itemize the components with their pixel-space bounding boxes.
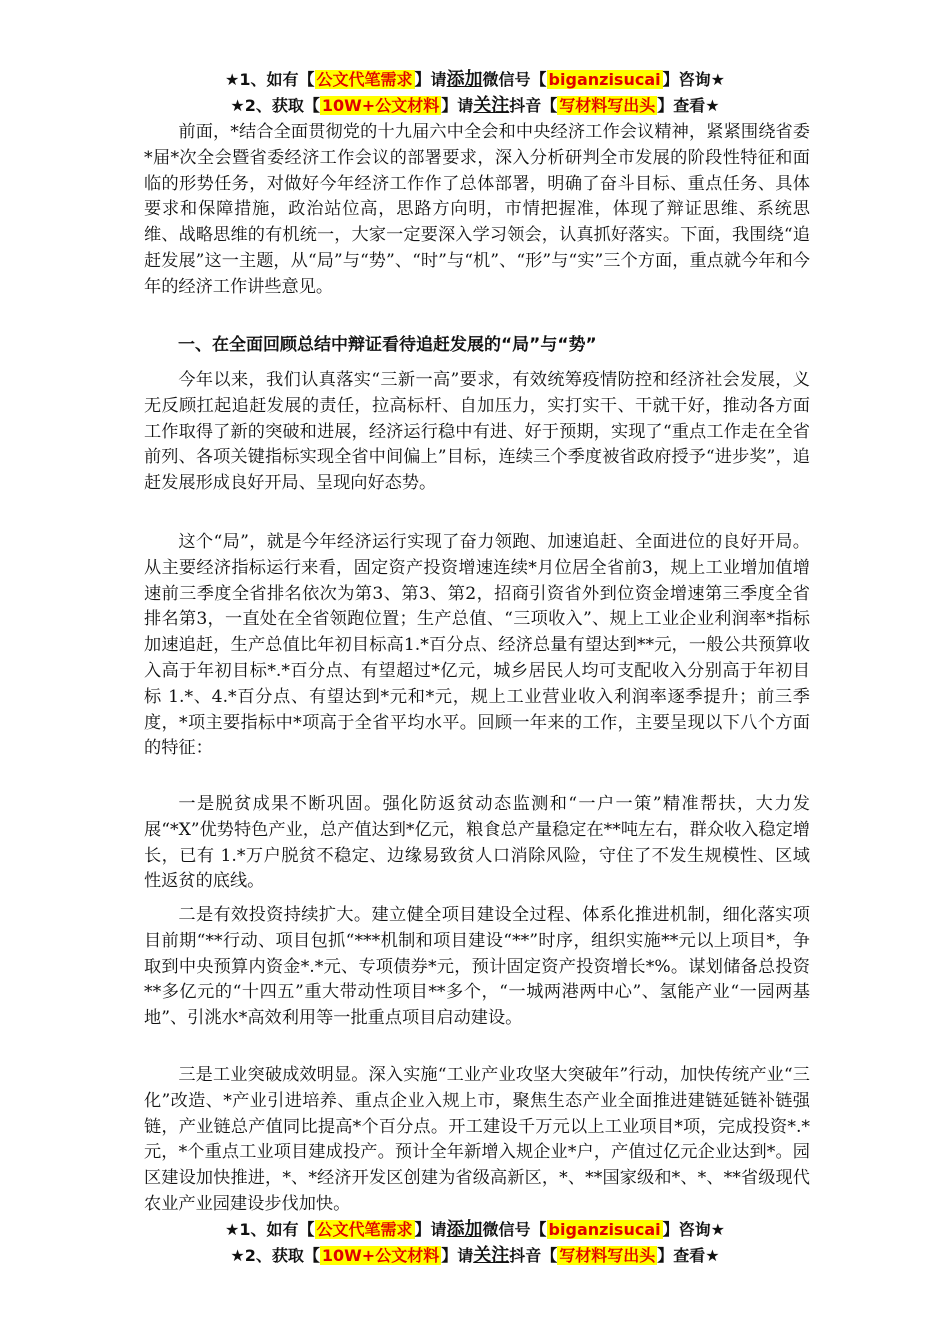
banner-text: 】查看★	[657, 96, 720, 115]
banner-text: 】请	[414, 1220, 447, 1239]
underline-add: 添加	[446, 69, 483, 90]
promo-banner-line-2-bottom	[0, 1244, 950, 1268]
paragraph-overview: 今年以来，我们认真落实“三新一高”要求，有效统筹疫情防控和经济社会发展，义无反顾扛起追赶发展的责任，拉高标杆、自加压力，实打实干、干就干好，推动各方面工作取得了新的突破和进展，经济运行稳中有进、好于预期，实现了“重点工作走在全省前列、各项关键指标实现全省中间偏上”目标，连续三个季度被省政府授予“进步奖”，追赶发展形成良好开局、呈现向好态势。	[144, 370, 810, 494]
highlight-wechat-id: biganzisucai	[548, 70, 661, 89]
banner-text: 】请	[441, 96, 474, 115]
highlight-service: 公文代笔需求	[316, 1220, 413, 1239]
banner-text: 微信号【	[482, 1220, 547, 1239]
banner-text: ★1、如有【	[225, 1220, 315, 1239]
banner-text: 微信号【	[482, 70, 547, 89]
banner-text: 】查看★	[657, 1246, 720, 1265]
banner-text: ★1、如有【	[225, 70, 315, 89]
promo-banner-line-2	[0, 94, 950, 118]
banner-text: 抖音【	[509, 96, 558, 115]
promo-banner-line-1	[0, 68, 950, 92]
highlight-materials: 10W+公文材料	[321, 96, 440, 115]
banner-text: 】请	[414, 70, 447, 89]
paragraph-investment: 二是有效投资持续扩大。建立健全项目建设全过程、体系化推进机制，细化落实项目前期“**行动、项目包抓“***机制和项目建设“**”时序，组织实施**元以上项目*，争取到中央预算内资金*.*元、专项债券*元，预计固定资产投资增长*%。谋划储备总投资**多亿元的“十四五”重大带动性项目**多个，“一城两港两中心”、氢能产业“一园两基地”、引洮水*高效利用等一批重点项目启动建设。	[144, 905, 810, 1029]
paragraph-poverty: 一是脱贫成果不断巩固。强化防返贫动态监测和“一户一策”精准帮扶，大力发展“*X”优势特色产业，总产值达到*亿元，粮食总产量稳定在**吨左右，群众收入稳定增长，已有 1.*万户脱贫不稳定、边缘易致贫人口消除风险，守住了不发生规模性、区域性返贫的底线。	[144, 794, 810, 892]
banner-text: ★2、获取【	[230, 96, 320, 115]
highlight-douyin-account: 写材料写出头	[559, 1246, 656, 1265]
banner-text: 】请	[441, 1246, 474, 1265]
section-heading-1: 一、在全面回顾总结中辩证看待追赶发展的“局”与“势”	[178, 335, 597, 355]
banner-text: 】咨询★	[662, 1220, 725, 1239]
banner-text: 】咨询★	[662, 70, 725, 89]
paragraph-situation: 这个“局”，就是今年经济运行实现了奋力领跑、加速追赶、全面进位的良好开局。从主要经济指标运行来看，固定资产投资增速连续*月位居全省前3，规上工业增加值增速前三季度全省排名依次为第3、第3、第2，招商引资省外到位资金增速第三季度全省排名第3，一直处在全省领跑位置；生产总值、“三项收入”、规上工业企业利润率*指标加速追赶，生产总值比年初目标高1.*百分点、经济总量有望达到**元，一般公共预算收入高于年初目标*.*百分点、有望超过*亿元，城乡居民人均可支配收入分别高于年初目标 1.*、4.*百分点、有望达到*元和*元，规上工业营业收入利润率逐季提升；前三季度，*项主要指标中*项高于全省平均水平。回顾一年来的工作，主要呈现以下八个方面的特征：	[144, 532, 810, 759]
underline-add: 添加	[446, 1219, 483, 1240]
banner-text: ★2、获取【	[230, 1246, 320, 1265]
intro-paragraph: 前面，*结合全面贯彻党的十九届六中全会和中央经济工作会议精神，紧紧围绕省委*届*次全会暨省委经济工作会议的部署要求，深入分析研判全市发展的阶段性特征和面临的形势任务，对做好今年经济工作作了总体部署，明确了奋斗目标、重点任务、具体要求和保障措施，政治站位高，思路方向明，市情把握准，体现了辩证思维、系统思维、战略思维的有机统一，大家一定要深入学习领会，认真抓好落实。下面，我围绕“追赶发展”这一主题，从“局”与“势”、“时”与“机”、“形”与“实”三个方面，重点就今年和今年的经济工作讲些意见。	[144, 122, 810, 297]
highlight-douyin-account: 写材料写出头	[559, 96, 656, 115]
promo-banner-line-1-bottom	[0, 1218, 950, 1242]
paragraph-industry: 三是工业突破成效明显。深入实施“工业产业攻坚大突破年”行动，加快传统产业“三化”改造、*产业引进培养、重点企业入规上市，聚焦生态产业全面推进建链延链补链强链，产业链总产值同比提高*个百分点。开工建设千万元以上工业项目*项，完成投资*.*元，*个重点工业项目建成投产。预计全年新增入规企业*户，产值过亿元企业达到*。园区建设加快推进，*、*经济开发区创建为省级高新区，*、**国家级和*、*、**省级现代农业产业园建设步伐加快。	[144, 1065, 810, 1214]
highlight-wechat-id: biganzisucai	[548, 1220, 661, 1239]
banner-text: 抖音【	[509, 1246, 558, 1265]
highlight-service: 公文代笔需求	[316, 70, 413, 89]
highlight-materials: 10W+公文材料	[321, 1246, 440, 1265]
underline-follow: 关注	[473, 95, 510, 116]
underline-follow: 关注	[473, 1245, 510, 1266]
